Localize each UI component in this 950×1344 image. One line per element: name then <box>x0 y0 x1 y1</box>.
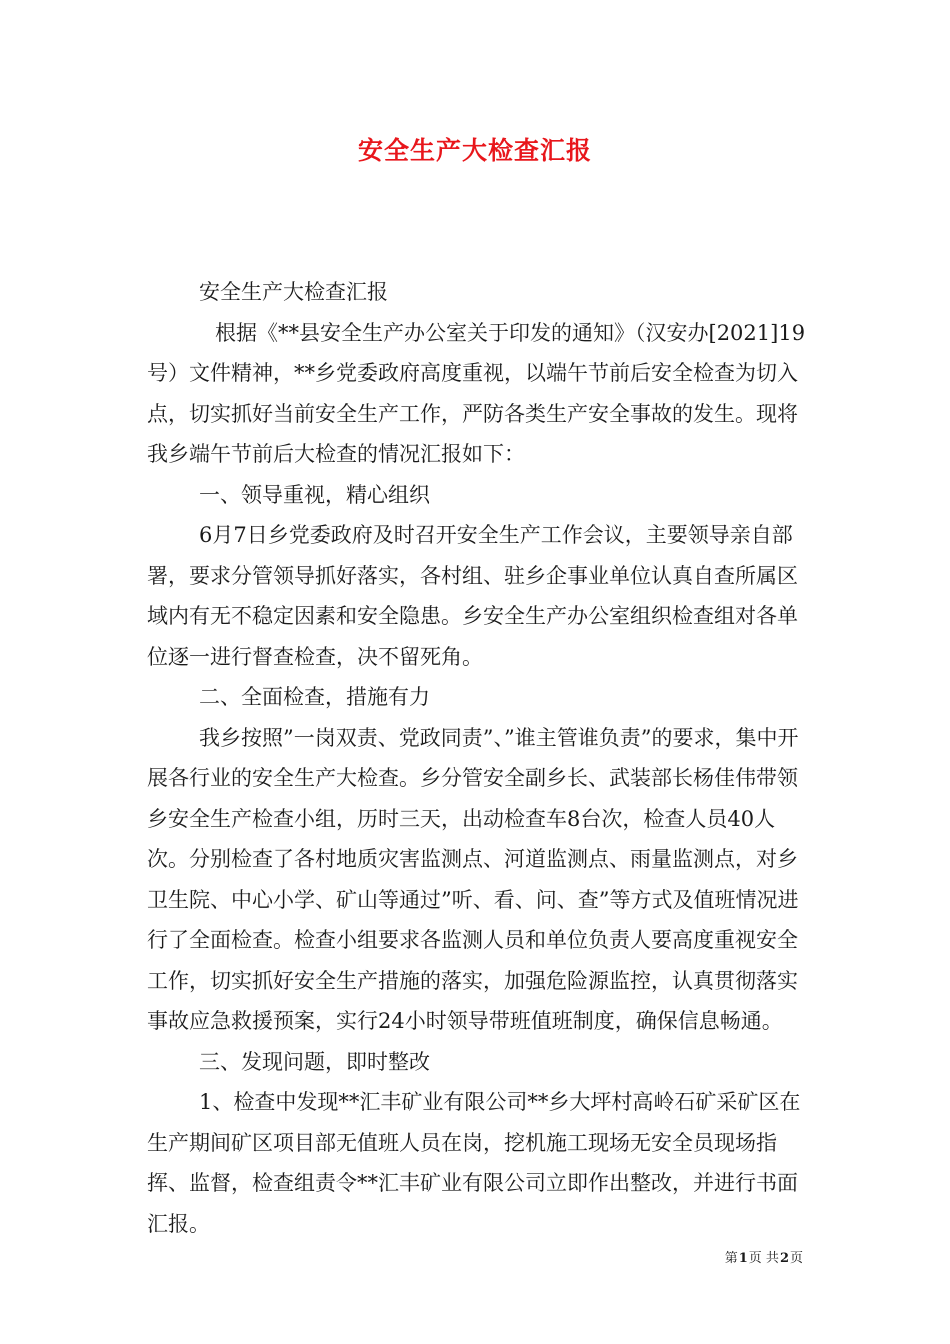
footer-total-pages: 2 <box>779 1251 789 1266</box>
section-heading-1: 一、领导重视，精心组织 <box>199 482 430 507</box>
paragraph-intro: 根据《**县安全生产办公室关于印发的通知》（汉安办[2021]19号）文件精神，**乡党委政府高度重视，以端午节前后安全检查为切入点，切实抓好当前安全生产工作，严防各类生产安全事故的发生。现将我乡端午节前后大检查的情况汇报如下： <box>147 320 806 466</box>
footer-prefix: 第 <box>724 1251 738 1266</box>
footer-page-number: 1 <box>738 1251 748 1266</box>
document-subtitle: 安全生产大检查汇报 <box>199 280 388 304</box>
footer-middle: 页 共 <box>748 1251 779 1266</box>
section-heading-3: 三、发现问题，即时整改 <box>199 1049 430 1074</box>
document-body <box>147 272 807 1244</box>
section-heading-2: 二、全面检查，措施有力 <box>199 685 430 709</box>
footer-suffix: 页 <box>789 1251 803 1266</box>
document-title: 安全生产大检查汇报 <box>357 136 592 165</box>
paragraph-section-3-item-1: 1、检查中发现**汇丰矿业有限公司**乡大坪村高岭石矿采矿区在生产期间矿区项目部无值班人员在岗，挖机施工现场无安全员现场指挥、监督，检查组责令**汇丰矿业有限公司立即作出整改，并进行书面汇报。 <box>147 1090 801 1236</box>
paragraph-section-1: 6月7日乡党委政府及时召开安全生产工作会议，主要领导亲自部署，要求分管领导抓好落实，各村组、驻乡企事业单位认真自查所属区域内有无不稳定因素和安全隐患。乡安全生产办公室组织检查组对各单位逐一进行督查检查，决不留死角。 <box>147 523 798 669</box>
page-footer <box>725 1247 803 1266</box>
paragraph-section-2: 我乡按照”一岗双责、党政同责”、”谁主管谁负责”的要求，集中开展各行业的安全生产大检查。乡分管安全副乡长、武装部长杨佳伟带领乡安全生产检查小组，历时三天，出动检查车8台次，检查人员40人次。分别检查了各村地质灾害监测点、河道监测点、雨量监测点，对乡卫生院、中心小学、矿山等通过”听、看、问、查”等方式及值班情况进行了全面检查。检查小组要求各监测人员和单位负责人要高度重视安全工作，切实抓好安全生产措施的落实，加强危险源监控，认真贯彻落实事故应急救援预案，实行24小时领导带班值班制度，确保信息畅通。 <box>147 725 799 1033</box>
